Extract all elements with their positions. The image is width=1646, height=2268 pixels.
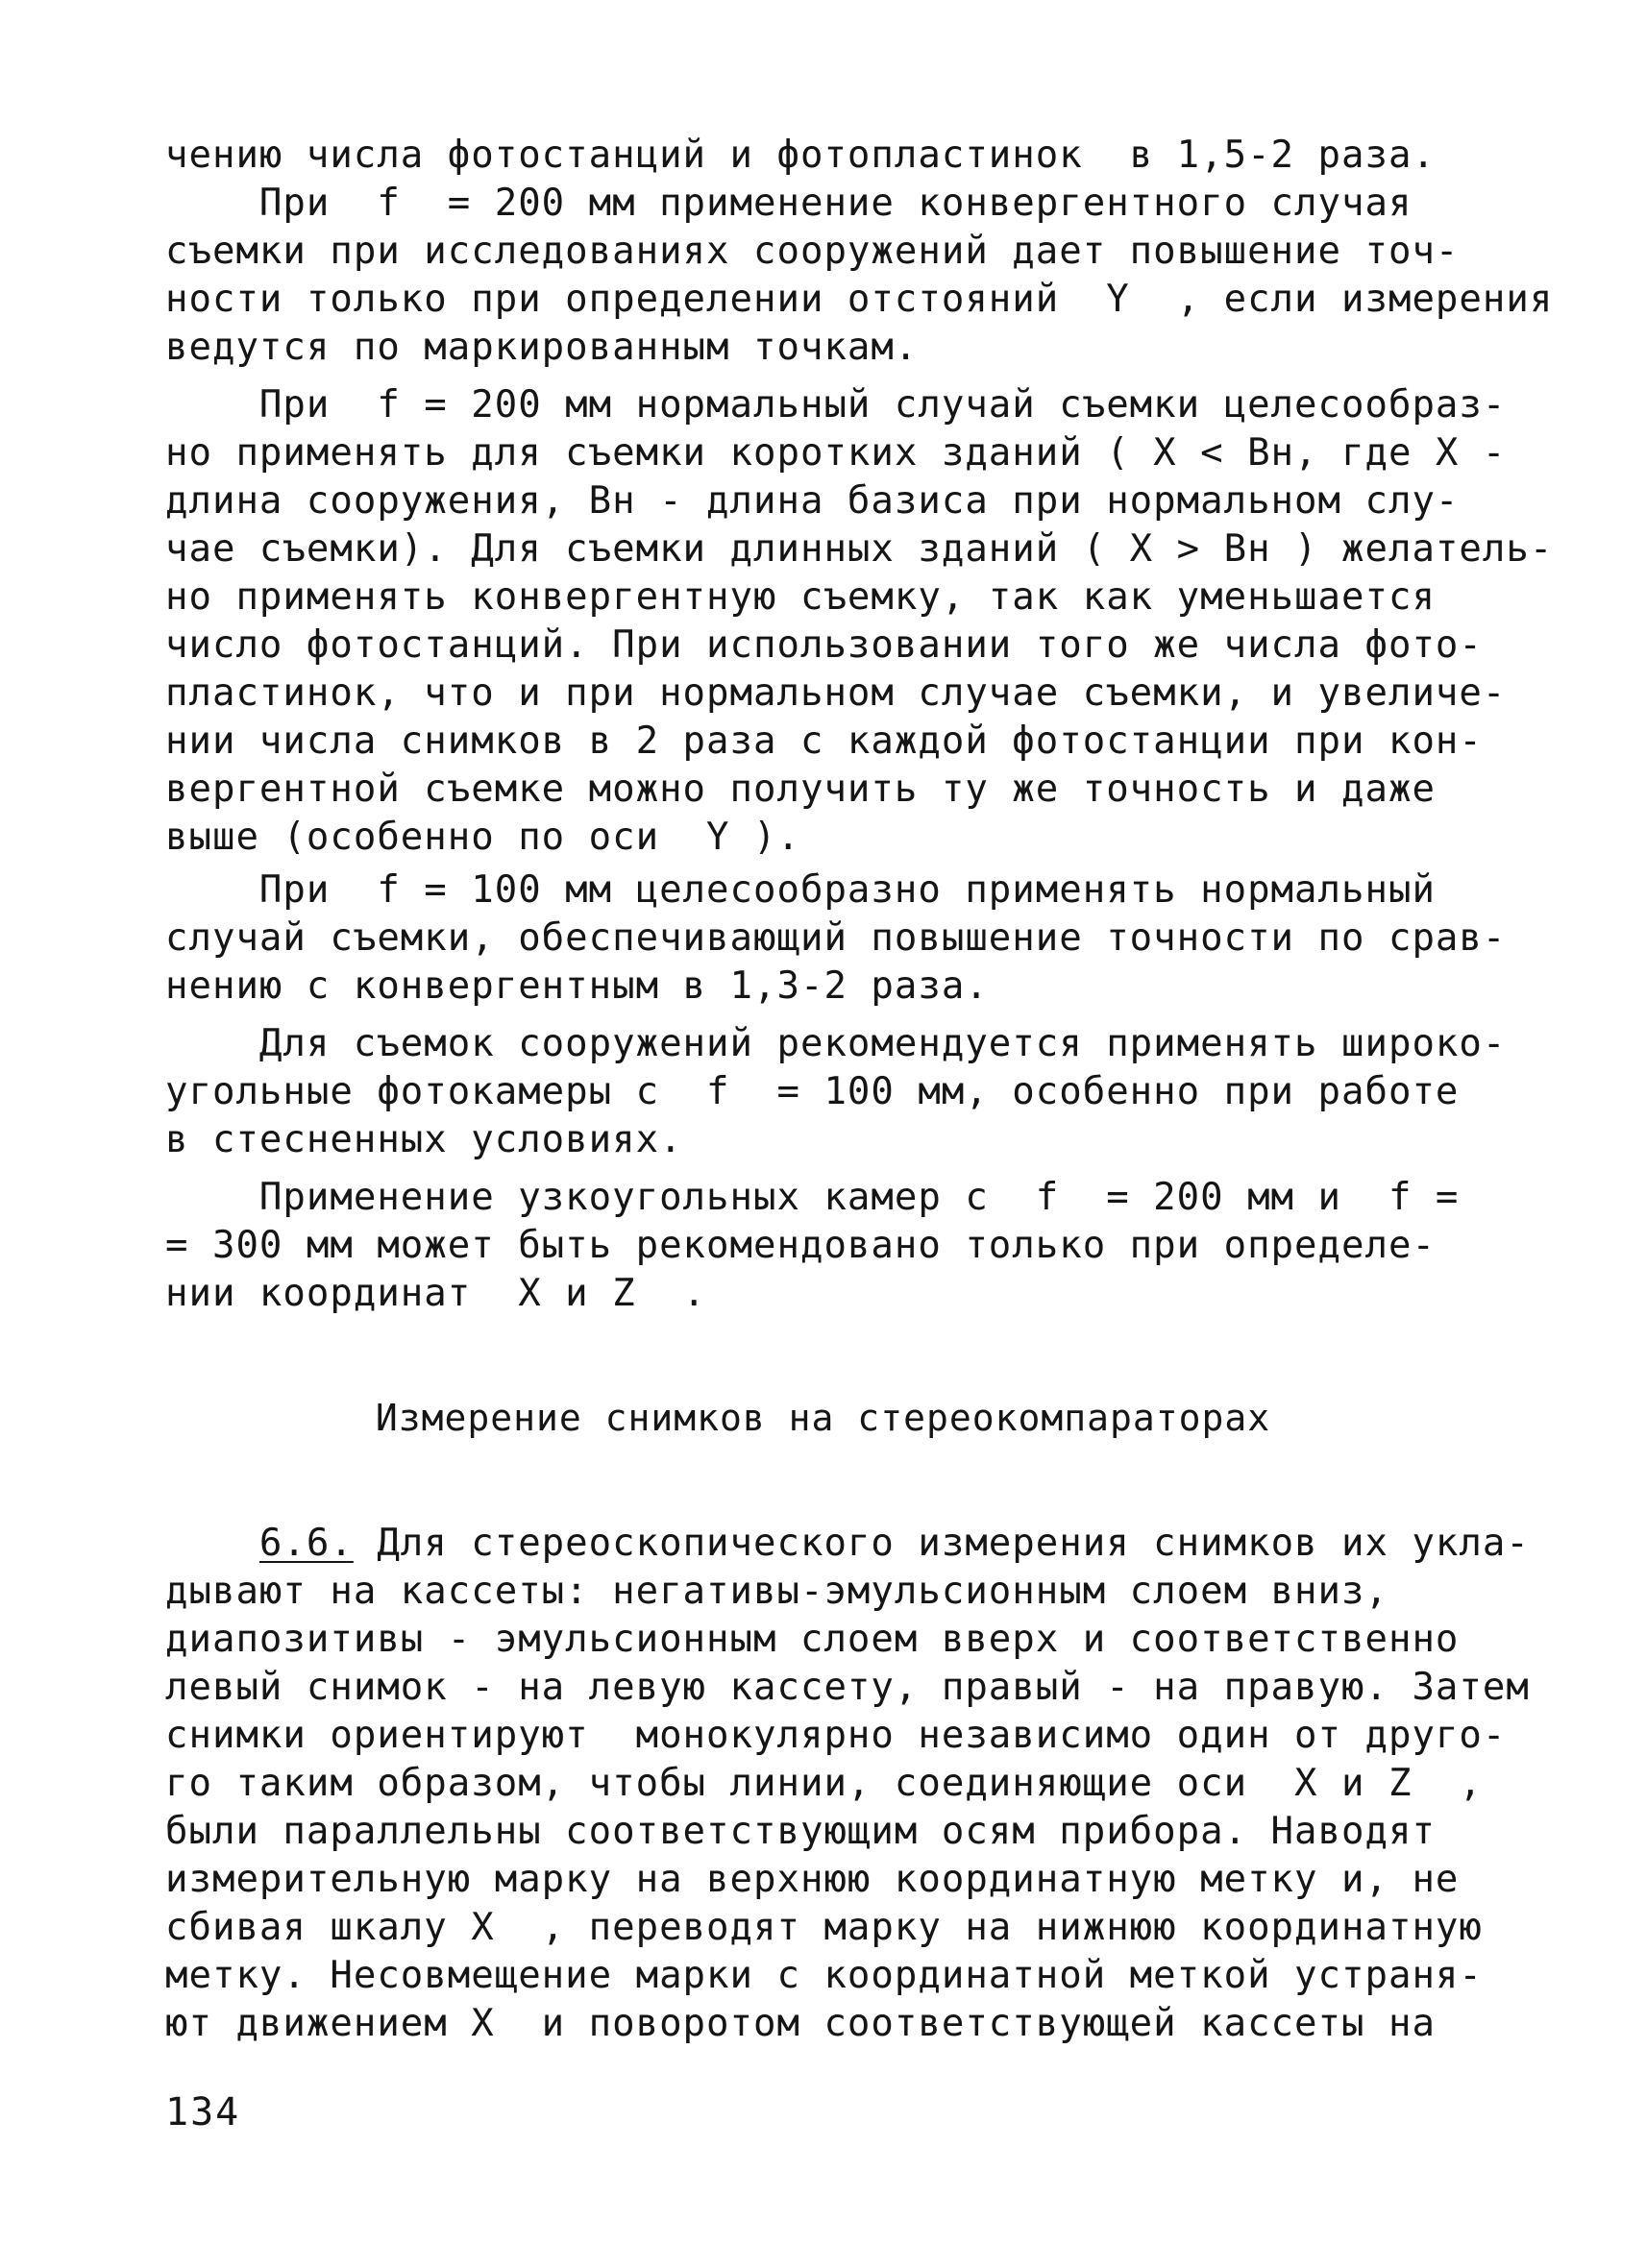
text-line: но применять конвергентную съемку, так как уменьшается xyxy=(165,575,1436,619)
text-line: длина сооружения, Bн - длина базиса при нормальном слу- xyxy=(165,479,1460,523)
text-line: ведутся по маркированным точкам. xyxy=(165,326,919,369)
text-line: метку. Несовмещение марки с координатной меткой устраня- xyxy=(165,1954,1483,1997)
section-number: 6.6. xyxy=(258,1522,354,1565)
text-line: При f = 200 мм нормальный случай съемки целесообраз- xyxy=(165,383,1507,427)
text-line: число фотостанций. При использовании того же числа фото- xyxy=(165,623,1483,667)
text-line: пластинок, что и при нормальном случае съемки, и увеличе- xyxy=(165,671,1507,715)
text-line: нии числа снимков в 2 раза с каждой фотостанции при кон- xyxy=(165,719,1483,763)
text-line: дывают на кассеты: негативы-эмульсионным слоем вниз, xyxy=(165,1570,1388,1613)
text-line: = 300 мм может быть рекомендовано только при определе- xyxy=(165,1224,1436,1267)
text-line: ности только при определении отстояний Y , если измерения xyxy=(165,278,1554,321)
page-number: 134 xyxy=(165,2090,241,2134)
text-line: выше (особенно по оси Y ). xyxy=(165,816,800,859)
text-line: съемки при исследованиях сооружений дает повышение точ- xyxy=(165,230,1460,273)
text-line: нии координат X и Z . xyxy=(165,1272,707,1315)
text-line: При f = 100 мм целесообразно применять нормальный xyxy=(165,868,1436,912)
text-line: чае съемки). Для съемки длинных зданий ( X > Bн ) желатель- xyxy=(165,527,1554,571)
section-heading: Измерение снимков на стереокомпараторах xyxy=(375,1397,1271,1439)
text-line: левый снимок - на левую кассету, правый - на правую. Затем xyxy=(165,1666,1530,1709)
text-line: Применение узкоугольных камер с f = 200 мм и f = xyxy=(165,1176,1460,1219)
text-line: ют движением X и поворотом соответствующей кассеты на xyxy=(165,2002,1436,2045)
text-line: сбивая шкалу X , переводят марку на нижнюю координатную xyxy=(165,1906,1483,1949)
text-line: угольные фотокамеры с f = 100 мм, особенно при работе xyxy=(165,1070,1460,1113)
text-line: но применять для съемки коротких зданий ( X < Bн, где X - xyxy=(165,431,1507,475)
text-line: нению с конвергентным в 1,3-2 раза. xyxy=(165,964,989,1008)
text-line: вергентной съемке можно получить ту же точность и даже xyxy=(165,768,1436,811)
text-line: в стесненных условиях. xyxy=(165,1118,683,1161)
text-line: были параллельны соответствующим осям прибора. Наводят xyxy=(165,1810,1436,1853)
text-line: При f = 200 мм применение конвергентного случая xyxy=(165,182,1413,225)
text-line: измерительную марку на верхнюю координатную метку и, не xyxy=(165,1858,1460,1901)
text-line: случай съемки, обеспечивающий повышение точности по срав- xyxy=(165,916,1507,960)
text-line: чению числа фотостанций и фотопластинок в 1,5-2 раза. xyxy=(165,134,1436,177)
text-line: Для съемок сооружений рекомендуется применять широко- xyxy=(165,1022,1507,1065)
text-line: снимки ориентируют монокулярно независимо один от друго- xyxy=(165,1714,1507,1757)
text-line: го таким образом, чтобы линии, соединяющие оси X и Z , xyxy=(165,1762,1483,1805)
paragraph-first-line xyxy=(165,1522,1530,1565)
text-line: диапозитивы - эмульсионным слоем вверх и соответственно xyxy=(165,1618,1460,1661)
text-line: Для стереоскопического измерения снимков их укла- xyxy=(353,1522,1530,1565)
